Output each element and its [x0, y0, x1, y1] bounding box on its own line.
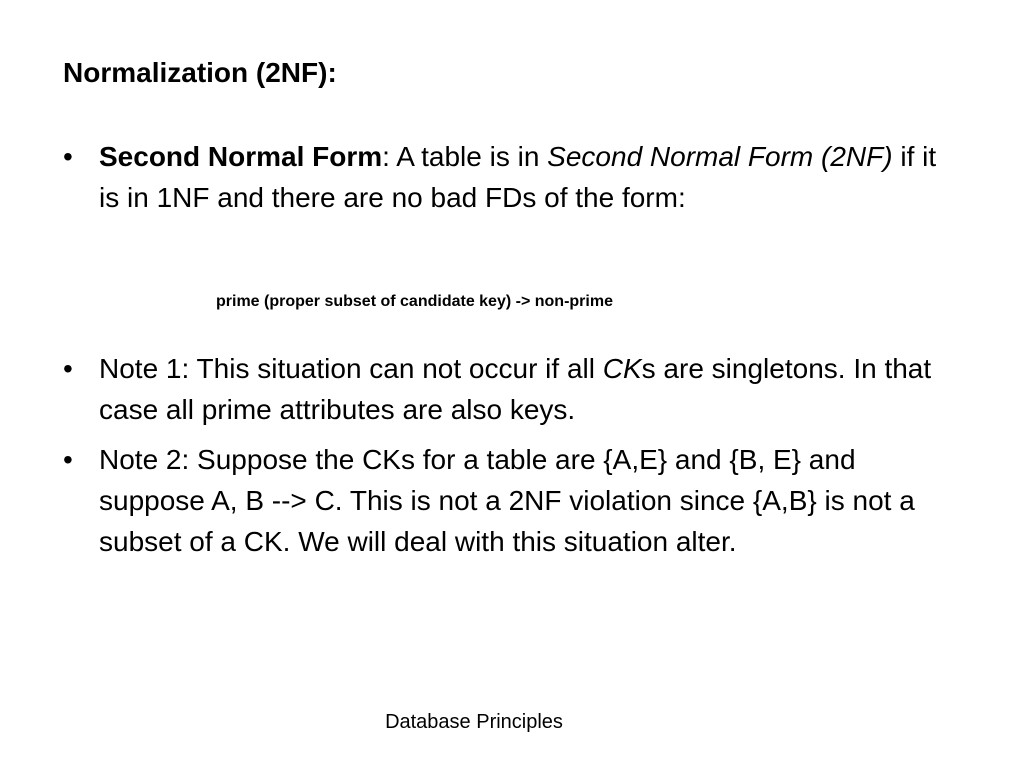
- term-bold: Second Normal Form: [99, 141, 383, 172]
- definition-text-b: if it is in 1NF and there are no bad FDs of the form:: [99, 141, 937, 213]
- definition-text-a: A table is in: [389, 141, 548, 172]
- term-colon: :: [382, 141, 390, 172]
- footer-text: Database Principles: [385, 711, 563, 733]
- ck-italic: CK: [602, 353, 642, 384]
- bullet-text: [99, 348, 963, 430]
- slide-title: Normalization (2NF):: [63, 57, 337, 88]
- fd-form-line: prime (proper subset of candidate key) -> non-prime: [216, 293, 613, 310]
- bullet-dot: •: [63, 141, 73, 172]
- bullet-dot: •: [63, 353, 73, 384]
- term-italic: Second Normal Form (2NF): [547, 141, 893, 172]
- note1-text-a: Note 1: This situation can not occur if all: [99, 353, 603, 384]
- bullet-note-1: [63, 348, 963, 430]
- slide-footer: [0, 708, 1024, 736]
- bullet-note-2: [63, 439, 963, 562]
- bullet-dot: •: [63, 444, 73, 475]
- bullet-second-normal-form: [63, 136, 963, 218]
- bullet-text: [99, 136, 963, 218]
- bullet-text: Note 2: Suppose the CKs for a table are {A,E} and {B, E} and suppose A, B --> C. This is not a 2NF violation since {A,B} is not a subset of a CK. We will deal with this situation alter.: [99, 444, 915, 557]
- note1-text-b: s are singletons. In that case all prime attributes are also keys.: [99, 353, 932, 425]
